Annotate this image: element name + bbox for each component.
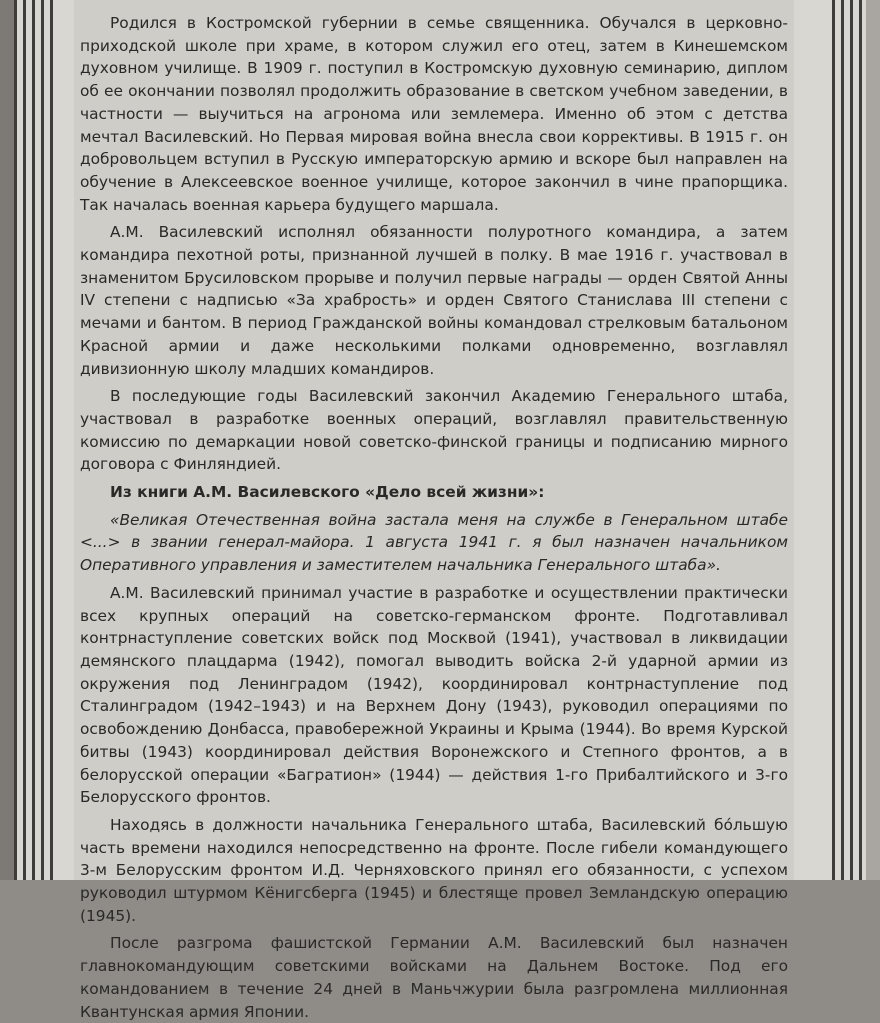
paragraph-chief-of-staff: Находясь в должности начальника Генерального штаба, Василевский бóльшую часть времени находился непосредственно на фронте. После гибели командующего 3-м Белорусским фронтом И.Д. Черняховского принял его обязанности, с успехом руководил штурмом Кёнигсберга (1945) и блестяще провел Земландскую операцию (1945). <box>80 815 788 925</box>
page-edge-right <box>866 0 880 880</box>
paragraph-academy: В последующие годы Василевский закончил Академию Генерального штаба, участвовал в разработке военных операций, возглавлял правительственную комиссию по демаркации новой советско-финской границы и подписанию мирного договора с Финляндией. <box>80 387 788 474</box>
biography-text <box>74 0 794 1021</box>
book-quote: «Великая Отечественная война застала меня на службе в Генеральном штабе <...> в звании генерал-майора. 1 августа 1941 г. я был назначен начальником Оперативного управления и заместителем начальника Генерального штаба». <box>80 510 788 575</box>
paragraph-civil-war: А.М. Василевский исполнял обязанности полуротного командира, а затем командира пехотной роты, признанной лучшей в полку. В мае 1916 г. участвовал в знаменитом Брусиловском прорыве и получил первые награды — орден Святой Анны IV степени с надписью «За храбрость» и орден Святого Станислава III степени с мечами и бантом. В период Гражданской войны командовал стрелковым батальоном Красной армии и даже несколькими полками одновременно, возглавлял дивизионную школу младших командиров. <box>80 223 788 378</box>
paragraph-wwii-operations: А.М. Василевский принимал участие в разработке и осуществлении практически всех крупных операций на советско-германском фронте. Подготавливал контрнаступление советских войск под Москвой (1941), участвовал в ликвидации демянского плацдарма (1942), помогал выводить войска 2-й ударной армии из окружения под Ленинградом (1942), координировал контрнаступление под Сталинградом (1942–1943) и на Верхнем Дону (1943), руководил операциями по освобождению Донбасса, правобережной Украины и Крыма (1944). Во время Курской битвы (1943) координировал действия Воронежского и Степного фронтов, а в белорусской операции «Багратион» (1944) — действия 1-го Прибалтийского и 3-го Белорусского фронтов. <box>80 583 788 807</box>
paragraph-early-life: Родился в Костромской губернии в семье священника. Обучался в церковно-приходской школе при храме, в котором служил его отец, затем в Кинешемском духовном училище. В 1909 г. поступил в Костромскую духовную семинарию, диплом об ее окончании позволял продолжить образование в светском учебном заведении, в частности — выучиться на агронома или землемера. Именно об этом с детства мечтал Василевский. Но Первая мировая война внесла свои коррективы. В 1915 г. он добровольцем вступил в Русскую императорскую армию и вскоре был направлен на обучение в Алексеевское военное училище, которое закончил в чине прапорщика. Так началась военная карьера будущего маршала. <box>80 14 788 214</box>
decorative-stripes-left <box>14 0 54 880</box>
paragraph-far-east: После разгрома фашистской Германии А.М. Василевский был назначен главнокомандующим советскими войсками на Дальнем Востоке. Под его командованием в течение 24 дней в Маньчжурии была разгромлена миллионная Квантунская армия Японии. <box>80 934 788 1021</box>
book-heading: Из книги А.М. Василевского «Дело всей жизни»: <box>110 483 545 502</box>
page-edge-left <box>0 0 14 880</box>
decorative-stripes-right <box>826 0 866 880</box>
